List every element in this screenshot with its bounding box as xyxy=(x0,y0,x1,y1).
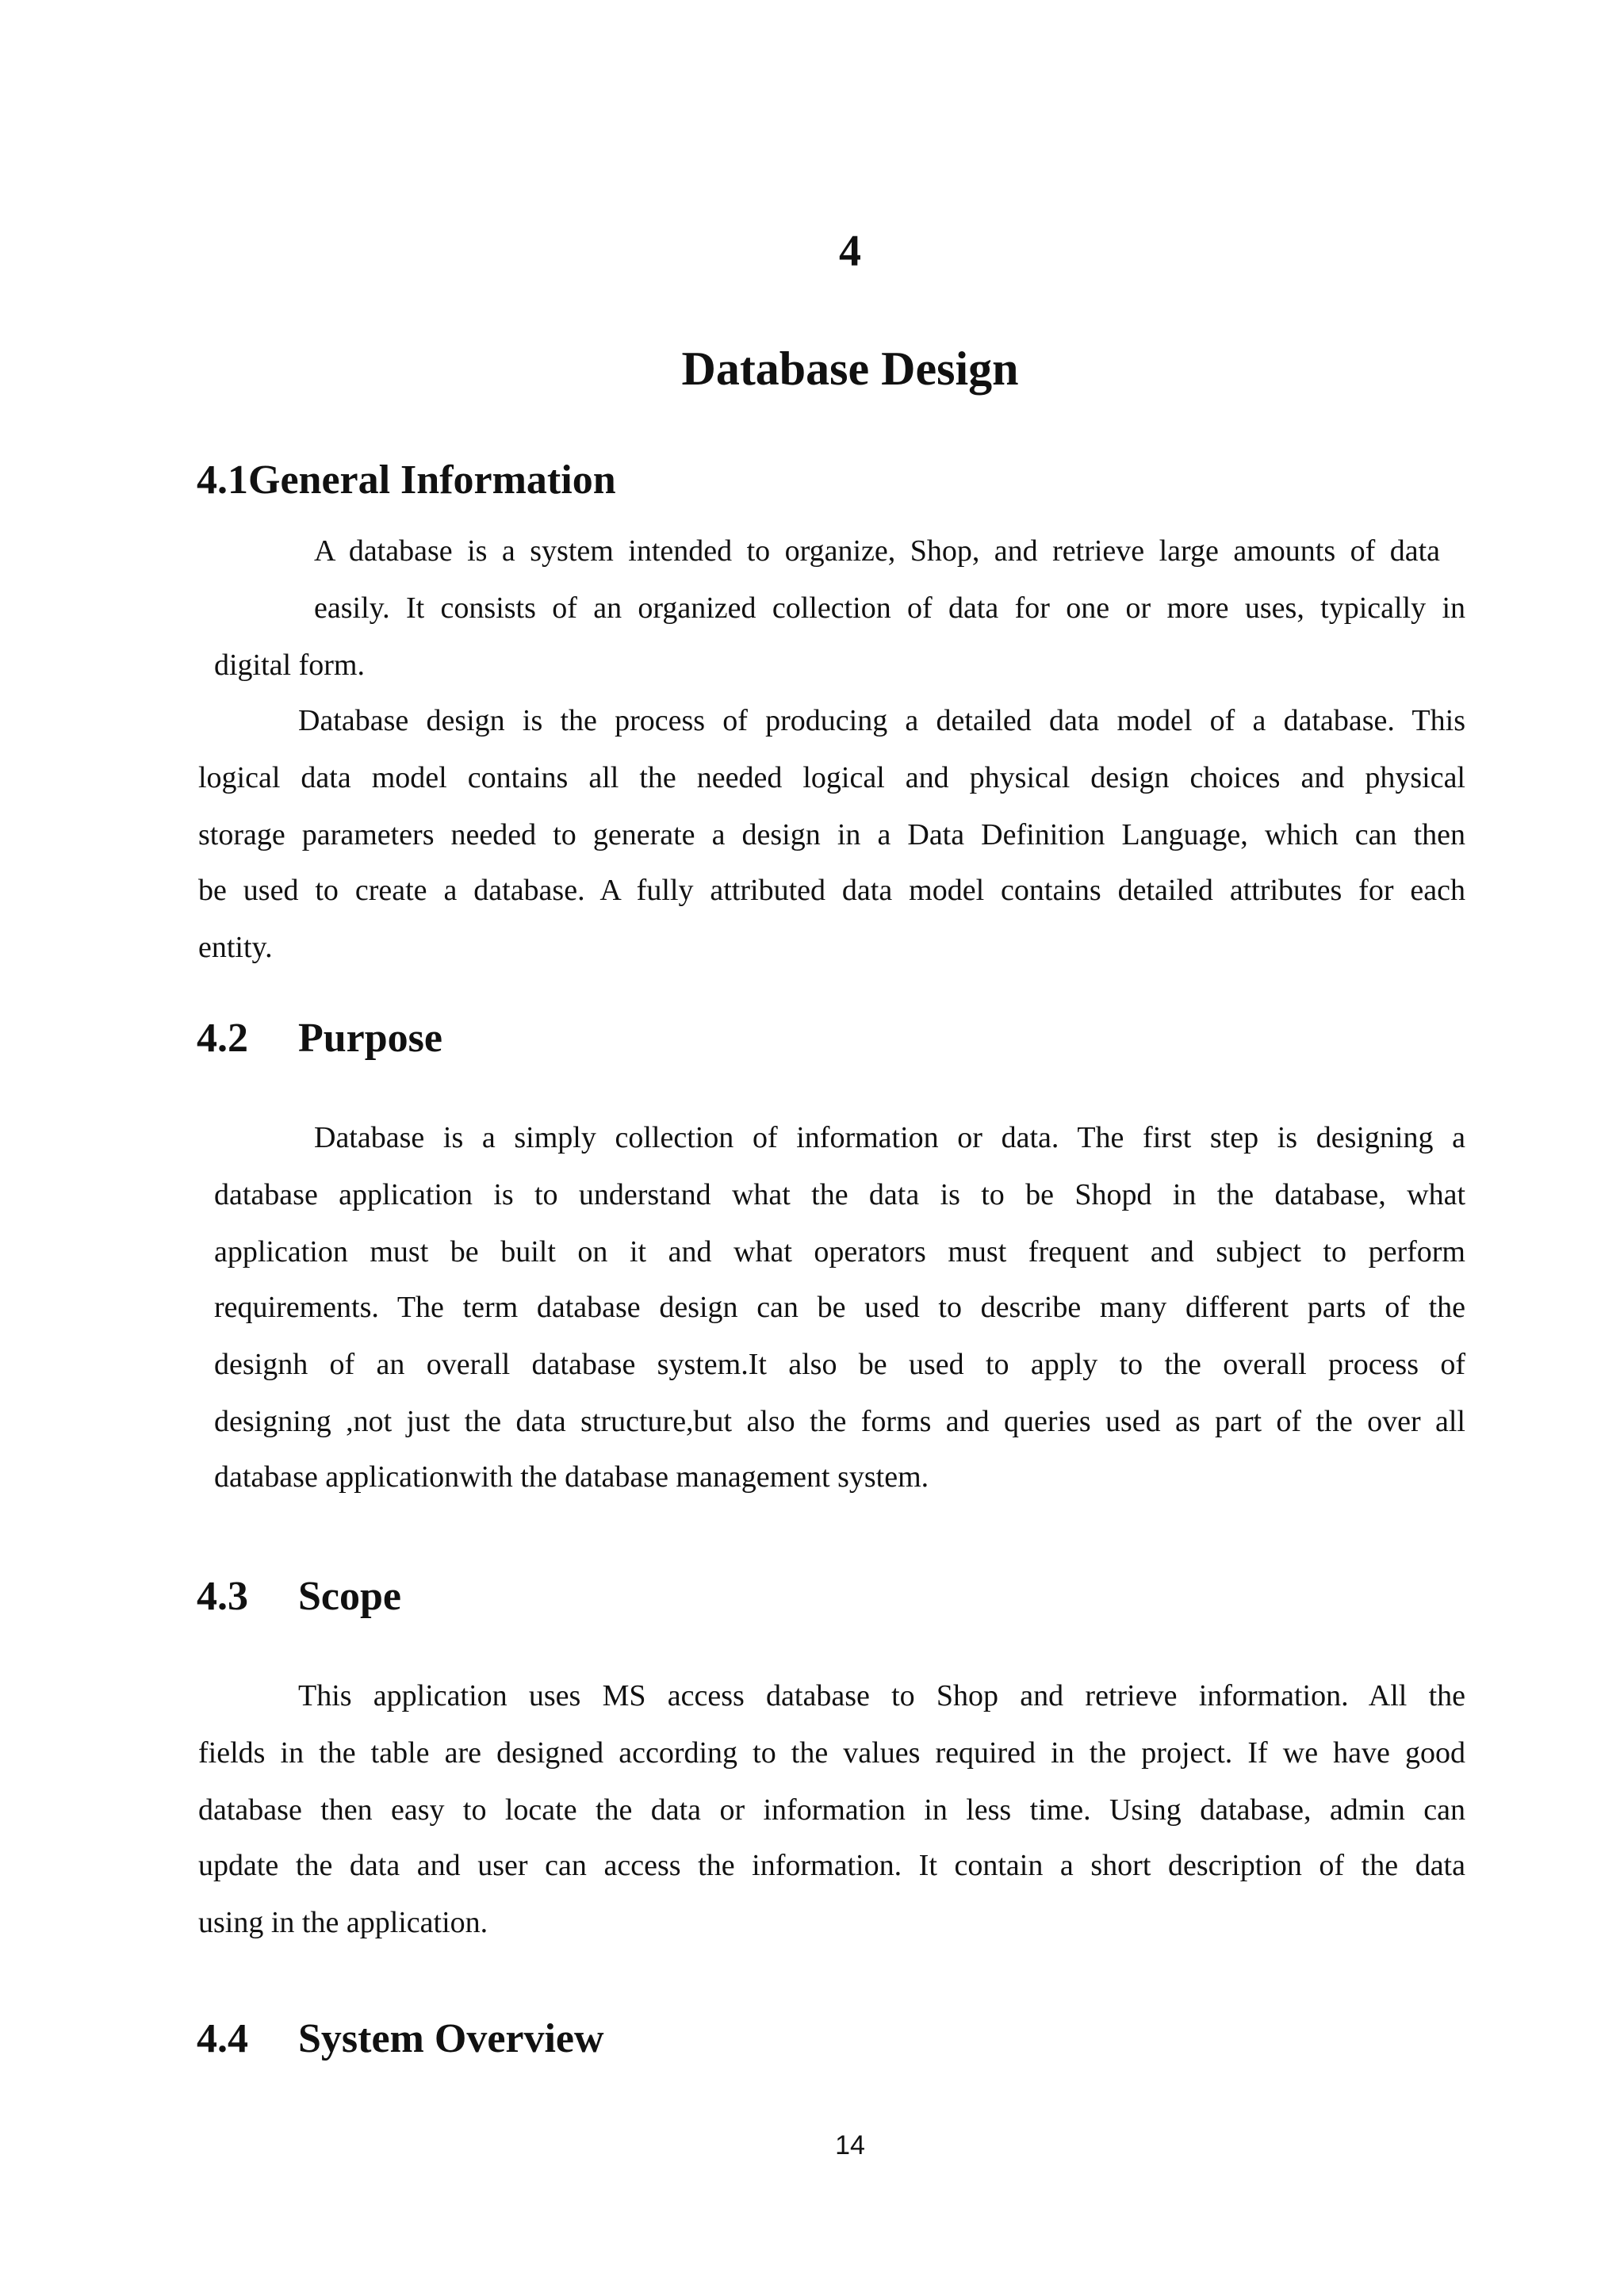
paragraph-line: requirements. The term database design can be used to describe many different parts of the xyxy=(214,1291,1465,1324)
paragraph-line: be used to create a database. A fully attributed data model contains detailed attributes for each xyxy=(198,874,1465,907)
section-title: Scope xyxy=(298,1574,401,1619)
paragraph-line: Database is a simply collection of information or data. The first step is designing a xyxy=(314,1121,1465,1154)
section-title: Purpose xyxy=(298,1016,442,1061)
paragraph-line: easily. It consists of an organized collection of data for one or more uses, typically in xyxy=(314,591,1465,625)
section-heading-4-1 xyxy=(197,455,616,506)
section-title: System Overview xyxy=(298,2016,604,2061)
section-number: 4.3 xyxy=(197,1574,248,1619)
paragraph-line: digital form. xyxy=(214,649,365,682)
paragraph-line: entity. xyxy=(198,931,273,964)
paragraph-line: A database is a system intended to organize, Shop, and retrieve large amounts of data xyxy=(314,534,1440,568)
paragraph-line: Database design is the process of producing a detailed data model of a database. This xyxy=(298,704,1465,737)
paragraph-line: designh of an overall database system.It also be used to apply to the overall process of xyxy=(214,1348,1465,1381)
paragraph-line: update the data and user can access the information. It contain a short description of the data xyxy=(198,1849,1465,1882)
paragraph-line: application must be built on it and what operators must frequent and subject to perform xyxy=(214,1235,1465,1269)
paragraph-line: database applicationwith the database management system. xyxy=(214,1460,929,1494)
section-title: General Information xyxy=(248,457,616,503)
paragraph-line: database application is to understand what the data is to be Shopd in the database, what xyxy=(214,1178,1465,1211)
paragraph-line: storage parameters needed to generate a design in a Data Definition Language, which can then xyxy=(198,818,1465,851)
chapter-number: 4 xyxy=(839,227,861,276)
page-number: 14 xyxy=(835,2130,865,2160)
section-number: 4.1 xyxy=(197,457,248,503)
section-heading-4-2 xyxy=(197,1013,442,1064)
paragraph-line: fields in the table are designed according to the values required in the project. If we have good xyxy=(198,1736,1465,1770)
paragraph-line: using in the application. xyxy=(198,1906,488,1939)
section-number: 4.2 xyxy=(197,1016,248,1061)
section-number: 4.4 xyxy=(197,2016,248,2061)
section-heading-4-4 xyxy=(197,2014,604,2064)
paragraph-line: This application uses MS access database to Shop and retrieve information. All the xyxy=(298,1679,1465,1712)
paragraph-line: designing ,not just the data structure,but also the forms and queries used as part of the over all xyxy=(214,1405,1465,1438)
chapter-title: Database Design xyxy=(681,342,1019,395)
paragraph-line: logical data model contains all the needed logical and physical design choices and physical xyxy=(198,761,1465,794)
paragraph-line: database then easy to locate the data or information in less time. Using database, admin can xyxy=(198,1793,1465,1827)
section-heading-4-3 xyxy=(197,1571,401,1622)
